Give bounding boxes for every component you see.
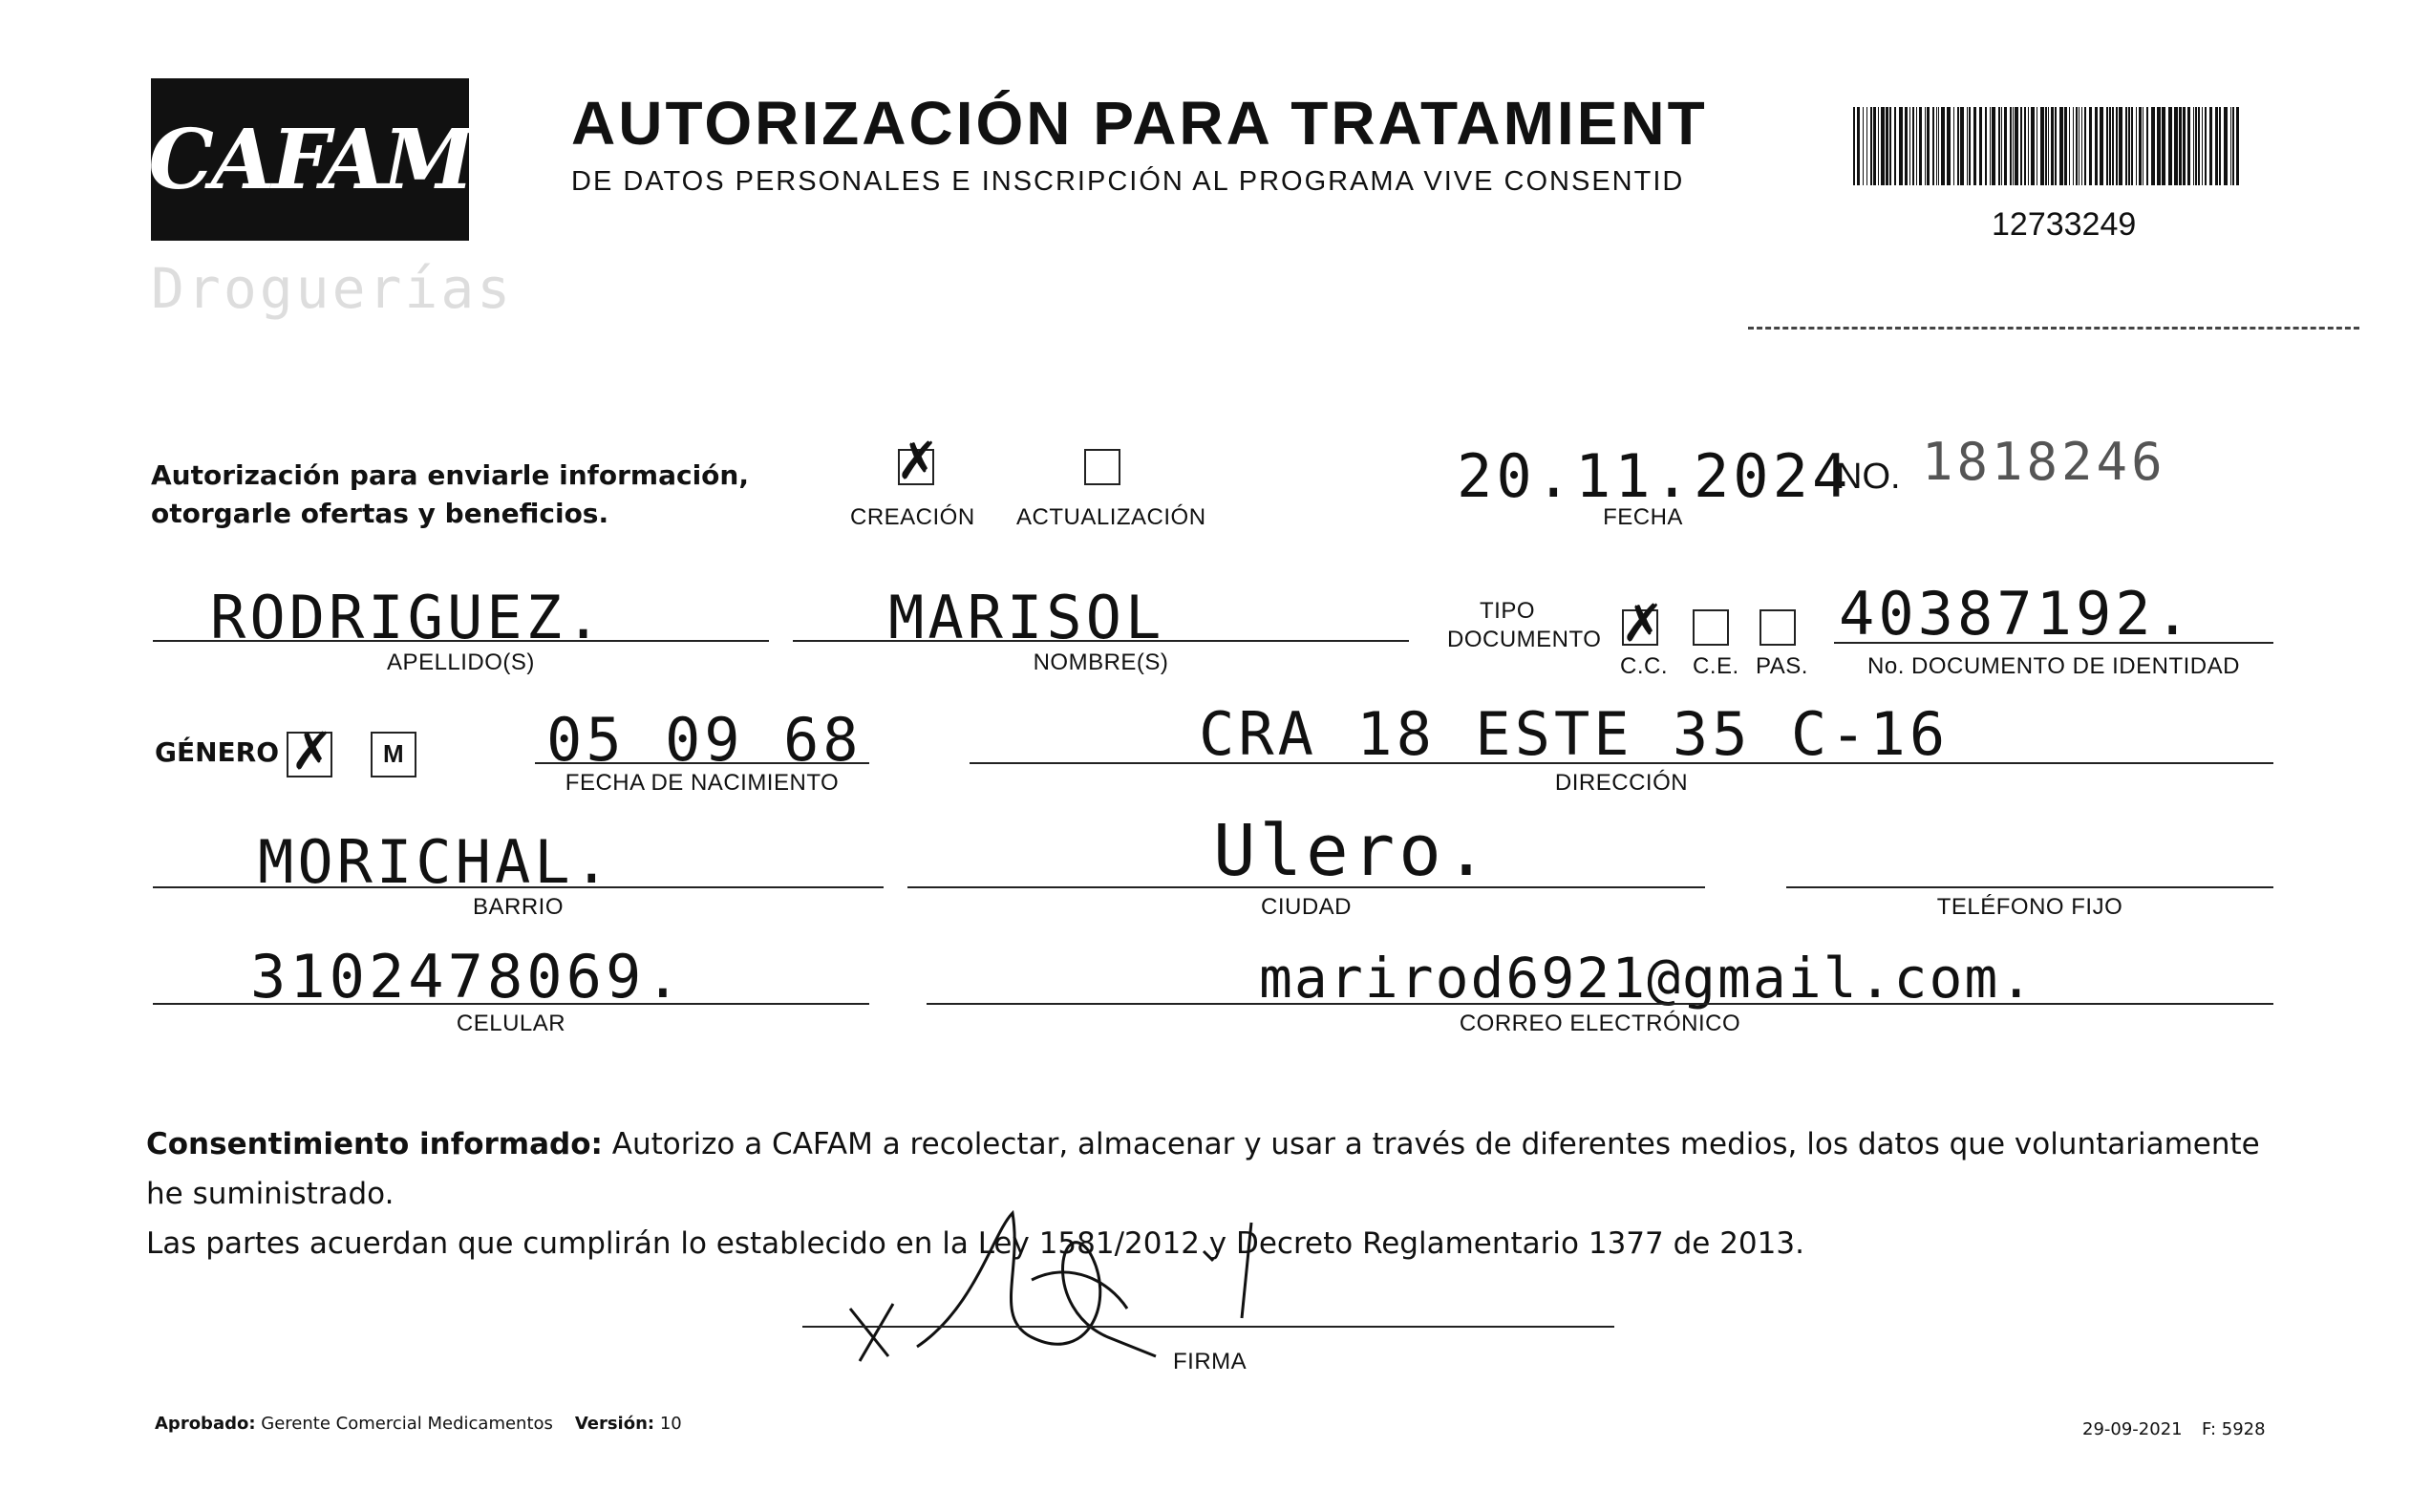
header-divider — [1748, 327, 2359, 330]
apellidos-value[interactable]: RODRIGUEZ. — [210, 583, 606, 652]
celular-value[interactable]: 3102478069. — [250, 942, 685, 1012]
signature-drawing — [802, 1194, 1337, 1375]
nombres-label: NOMBRE(S) — [1033, 650, 1169, 675]
correo-value[interactable]: marirod6921@gmail.com. — [1259, 946, 2036, 1011]
version-label: Versión: — [574, 1414, 655, 1434]
ciudad-line — [907, 886, 1705, 888]
celular-line — [153, 1003, 869, 1005]
ciudad-value[interactable]: Ulero. — [1213, 810, 1492, 892]
apellidos-label: APELLIDO(S) — [387, 650, 535, 675]
footer-aprobado — [155, 1414, 682, 1434]
consent-text-1: Autorizo a CAFAM a recolectar, almacenar y usar a través de diferentes medios, los datos que voluntariamente he suministrado. — [146, 1127, 2260, 1211]
genero-m-label: M — [383, 739, 404, 768]
nacimiento-value[interactable]: 05 09 68 — [546, 705, 863, 775]
firma-line — [802, 1326, 1614, 1328]
barrio-value[interactable]: MORICHAL. — [258, 827, 613, 897]
aprobado-label: Aprobado: — [155, 1414, 256, 1434]
ce-checkbox[interactable] — [1693, 609, 1729, 646]
form-subtitle: DE DATOS PERSONALES E INSCRIPCIÓN AL PROGRAMA VIVE CONSENTID — [571, 166, 1685, 197]
tipo-label-bottom: DOCUMENTO — [1447, 627, 1602, 652]
genero-label: GÉNERO — [155, 736, 280, 768]
direccion-label: DIRECCIÓN — [1554, 770, 1689, 796]
consent-line-2: Las partes acuerdan que cumplirán lo establecido en la Ley 1581/2012 y Decreto Reglamentario 1377 de 2013. — [146, 1226, 1804, 1261]
direccion-value[interactable]: CRA 18 ESTE 35 C-16 — [1199, 699, 1950, 769]
celular-label: CELULAR — [456, 1011, 566, 1036]
fecha-value: 20.11.2024 — [1457, 441, 1852, 511]
form-title: AUTORIZACIÓN PARA TRATAMIENT — [571, 89, 1708, 158]
nacimiento-label: FECHA DE NACIMIENTO — [565, 770, 840, 796]
intro-line-1: Autorización para enviarle información, — [151, 459, 749, 491]
direccion-line — [970, 762, 2273, 764]
documento-line — [1834, 642, 2273, 644]
nombres-value[interactable]: MARISOL — [888, 583, 1165, 652]
tipo-label-top: TIPO — [1479, 598, 1535, 624]
barrio-label: BARRIO — [472, 894, 564, 920]
intro-line-2: otorgarle ofertas y beneficios. — [151, 498, 609, 529]
creacion-label: CREACIÓN — [850, 504, 975, 530]
ciudad-label: CIUDAD — [1260, 894, 1352, 920]
barcode — [1853, 107, 2243, 185]
correo-label: CORREO ELECTRÓNICO — [1459, 1011, 1741, 1036]
nacimiento-line — [535, 762, 869, 764]
footer-ref: F: 5928 — [2202, 1419, 2266, 1439]
intro-text — [151, 457, 749, 533]
creacion-check-mark: ✗ — [896, 431, 940, 491]
fecha-label: FECHA — [1603, 504, 1683, 530]
telefono-label: TELÉFONO FIJO — [1936, 894, 2123, 920]
cafam-logo — [148, 78, 472, 241]
numero-label: NO. — [1836, 457, 1901, 497]
ce-label: C.E. — [1693, 653, 1739, 679]
telefono-line — [1786, 886, 2273, 888]
footer-date: 29-09-2021 — [2082, 1419, 2183, 1439]
version-value: 10 — [659, 1414, 682, 1434]
documento-value[interactable]: 40387192. — [1839, 579, 2194, 649]
actualizacion-checkbox[interactable] — [1084, 449, 1120, 485]
apellidos-line — [153, 640, 769, 642]
pas-checkbox[interactable] — [1760, 609, 1796, 646]
logo-subtext: Droguerías — [151, 256, 514, 321]
logo-text: CAFAM — [148, 111, 472, 208]
numero-value: 1818246 — [1922, 432, 2166, 492]
consent-heading: Consentimiento informado: — [146, 1127, 603, 1161]
firma-label: FIRMA — [1173, 1349, 1248, 1374]
actualizacion-label: ACTUALIZACIÓN — [1016, 504, 1206, 530]
documento-label: No. DOCUMENTO DE IDENTIDAD — [1867, 653, 2240, 679]
nombres-line — [793, 640, 1409, 642]
cc-label: C.C. — [1620, 653, 1668, 679]
barcode-number: 12733249 — [1992, 206, 2137, 243]
pas-label: PAS. — [1756, 653, 1808, 679]
aprobado-value: Gerente Comercial Medicamentos — [261, 1414, 553, 1434]
barrio-line — [153, 886, 884, 888]
cc-check-mark: ✗ — [1621, 593, 1665, 653]
genero-f-mark: ✗ — [290, 721, 334, 781]
correo-line — [927, 1003, 2273, 1005]
